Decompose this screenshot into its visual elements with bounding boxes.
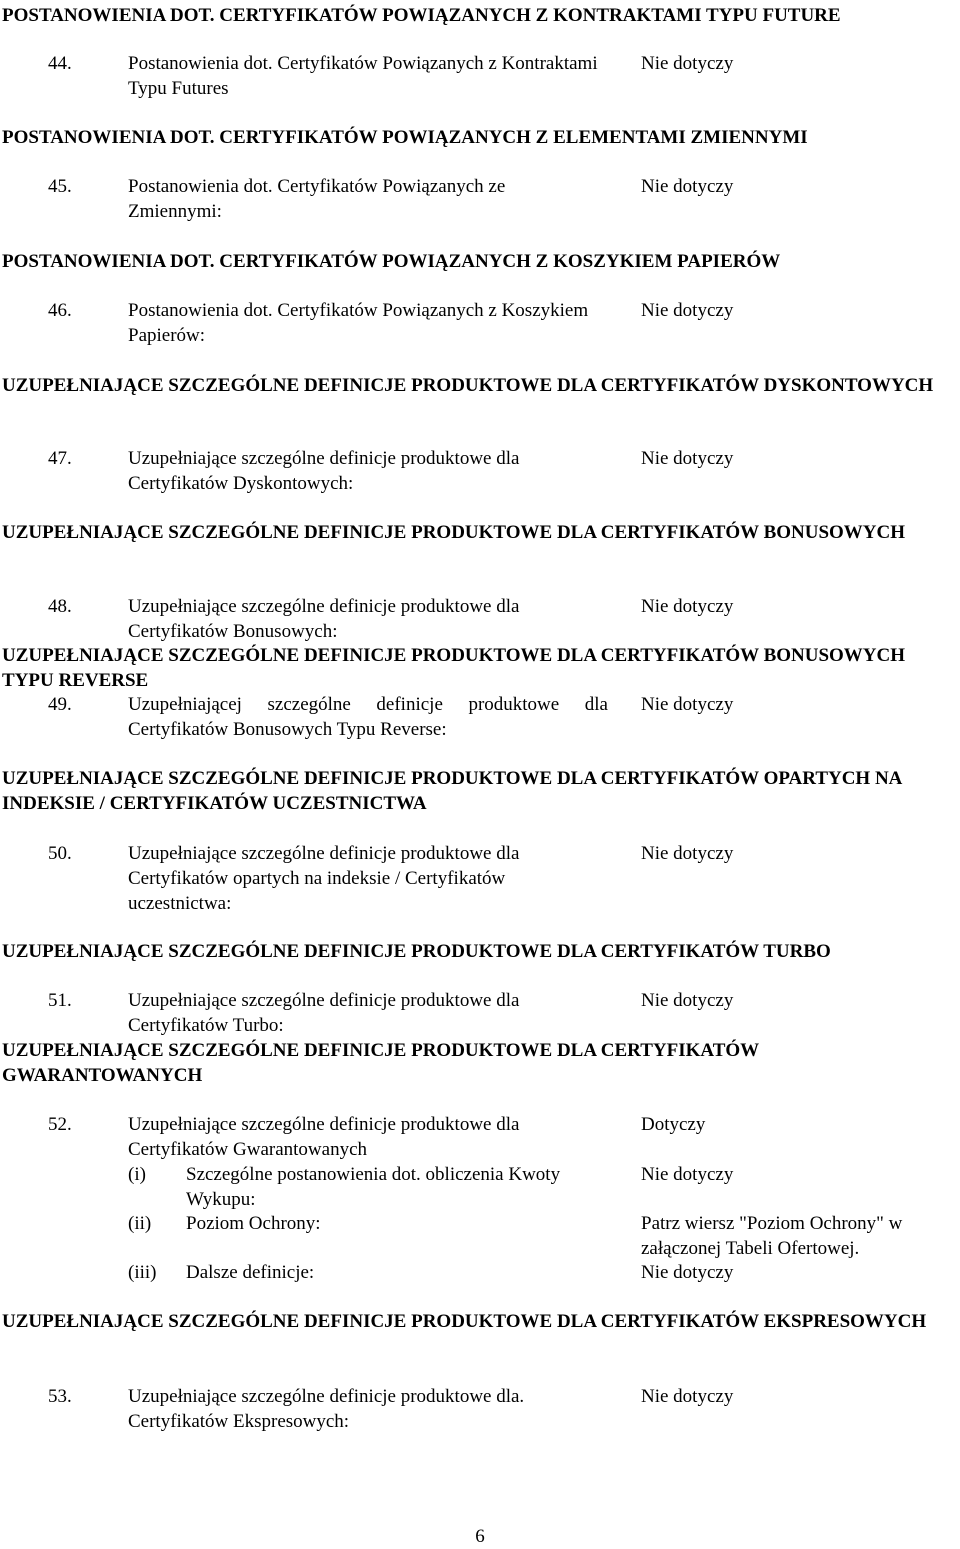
item-value: Nie dotyczy [641, 596, 734, 617]
item-text: Uzupełniające szczególne definicje produktowe dla Certyfikatów opartych na indeksie / Certyfikatów uczestnictwa: [128, 843, 520, 914]
item-number: 46. [48, 300, 72, 321]
item-value: Nie dotyczy [641, 843, 734, 864]
item-value: Nie dotyczy [641, 694, 734, 715]
item-number: 53. [48, 1386, 72, 1407]
sub-item-value: Nie dotyczy [641, 1164, 734, 1185]
section-heading: UZUPEŁNIAJĄCE SZCZEGÓLNE DEFINICJE PRODUKTOWE DLA CERTYFIKATÓW DYSKONTOWYCH [2, 375, 934, 396]
item-value: Nie dotyczy [641, 176, 734, 197]
sub-item-value: Nie dotyczy [641, 1262, 734, 1283]
item-number: 52. [48, 1114, 72, 1135]
item-number: 45. [48, 176, 72, 197]
sub-item-text: Dalsze definicje: [186, 1262, 315, 1283]
item-number: 44. [48, 53, 72, 74]
section-heading: UZUPEŁNIAJĄCE SZCZEGÓLNE DEFINICJE PRODUKTOWE DLA CERTYFIKATÓW BONUSOWYCH [2, 522, 906, 543]
item-value: Nie dotyczy [641, 448, 734, 469]
section-heading: UZUPEŁNIAJĄCE SZCZEGÓLNE DEFINICJE PRODUKTOWE DLA CERTYFIKATÓW EKSPRESOWYCH [2, 1311, 927, 1332]
item-number: 51. [48, 990, 72, 1011]
item-number: 47. [48, 448, 72, 469]
item-text: Uzupełniającej szczególne definicje produktowe dla Certyfikatów Bonusowych Typu Reverse: [128, 694, 608, 740]
item-value: Dotyczy [641, 1114, 706, 1135]
item-text: Uzupełniające szczególne definicje produktowe dla. Certyfikatów Ekspresowych: [128, 1386, 525, 1432]
sub-item-number: (iii) [128, 1262, 157, 1283]
item-text: Postanowienia dot. Certyfikatów Powiązanych z Kontraktami Typu Futures [128, 53, 598, 99]
item-value: Nie dotyczy [641, 53, 734, 74]
sub-item-number: (ii) [128, 1213, 152, 1234]
section-heading: POSTANOWIENIA DOT. CERTYFIKATÓW POWIĄZANYCH Z KOSZYKIEM PAPIERÓW [2, 251, 781, 272]
item-text: Postanowienia dot. Certyfikatów Powiązanych ze Zmiennymi: [128, 176, 506, 222]
item-number: 48. [48, 596, 72, 617]
section-heading: UZUPEŁNIAJĄCE SZCZEGÓLNE DEFINICJE PRODUKTOWE DLA CERTYFIKATÓW BONUSOWYCH TYPU REVERSE [2, 645, 906, 691]
item-text: Uzupełniające szczególne definicje produktowe dla Certyfikatów Dyskontowych: [128, 448, 520, 494]
section-heading: UZUPEŁNIAJĄCE SZCZEGÓLNE DEFINICJE PRODUKTOWE DLA CERTYFIKATÓW GWARANTOWANYCH [2, 1040, 759, 1086]
item-text: Uzupełniające szczególne definicje produktowe dla Certyfikatów Gwarantowanych [128, 1114, 520, 1160]
section-heading: POSTANOWIENIA DOT. CERTYFIKATÓW POWIĄZANYCH Z ELEMENTAMI ZMIENNYMI [2, 127, 808, 148]
page-number: 6 [475, 1526, 485, 1547]
sub-item-value: Patrz wiersz "Poziom Ochrony" w załączonej Tabeli Ofertowej. [641, 1213, 903, 1259]
item-value: Nie dotyczy [641, 990, 734, 1011]
item-text: Postanowienia dot. Certyfikatów Powiązanych z Koszykiem Papierów: [128, 300, 589, 346]
item-number: 49. [48, 694, 72, 715]
item-value: Nie dotyczy [641, 300, 734, 321]
item-text: Uzupełniające szczególne definicje produktowe dla Certyfikatów Turbo: [128, 990, 520, 1036]
section-heading: UZUPEŁNIAJĄCE SZCZEGÓLNE DEFINICJE PRODUKTOWE DLA CERTYFIKATÓW TURBO [2, 941, 831, 962]
section-heading: POSTANOWIENIA DOT. CERTYFIKATÓW POWIĄZANYCH Z KONTRAKTAMI TYPU FUTURE [2, 5, 841, 26]
sub-item-text: Szczególne postanowienia dot. obliczenia Kwoty Wykupu: [186, 1164, 561, 1210]
sub-item-number: (i) [128, 1164, 146, 1185]
sub-item-text: Poziom Ochrony: [186, 1213, 321, 1234]
item-value: Nie dotyczy [641, 1386, 734, 1407]
section-heading: UZUPEŁNIAJĄCE SZCZEGÓLNE DEFINICJE PRODUKTOWE DLA CERTYFIKATÓW OPARTYCH NA INDEKSIE / CERTYFIKATÓW UCZESTNICTWA [2, 768, 902, 814]
item-number: 50. [48, 843, 72, 864]
item-text: Uzupełniające szczególne definicje produktowe dla Certyfikatów Bonusowych: [128, 596, 520, 642]
